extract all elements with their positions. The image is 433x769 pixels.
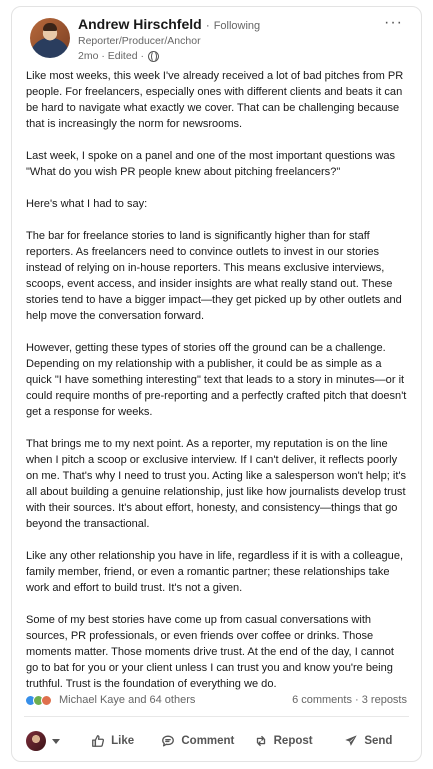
follow-status: Following	[213, 20, 261, 32]
author-meta	[78, 16, 379, 63]
reactors-link[interactable]: Michael Kaye and 64 others	[59, 694, 196, 706]
repost-icon	[254, 734, 268, 748]
post-time-text: 2mo · Edited ·	[78, 50, 144, 62]
like-button[interactable]	[70, 726, 155, 756]
post-body	[26, 68, 409, 692]
author-name[interactable]: Andrew Hirschfeld	[78, 16, 202, 32]
post-time	[78, 49, 379, 63]
comment-icon	[161, 734, 175, 748]
repost-button[interactable]	[241, 726, 326, 756]
post-paragraph: Last week, I spoke on a panel and one of the most important questions was "What do you wish PR people knew about pitching freelancers?"	[26, 150, 396, 178]
author-headline: Reporter/Producer/Anchor	[78, 35, 201, 47]
divider	[24, 716, 409, 717]
globe-icon	[148, 51, 159, 62]
caret-down-icon	[52, 739, 60, 744]
reaction-icons[interactable]	[25, 695, 49, 706]
comment-label: Comment	[181, 735, 235, 747]
post-paragraph: That brings me to my next point. As a reporter, my reputation is on the line when I pitch a scoop or exclusive interview. If I can't deliver, it reflects poorly on me. That's why I need to trust you. Acting like a salesperson won't help; it's all about building a genuine relationship, just like how journalists develop trust with their sources. It's about effort, honesty, and consistency—things that go beyond the transactional.	[26, 438, 407, 530]
send-button[interactable]	[326, 726, 411, 756]
post-paragraph: The bar for freelance stories to land is significantly higher than for staff reporters. As freelancers need to convince outlets to invest in our stories instead of relying on in-house reporters. This means exclusive interviews, scoops, event access, and insider insights are what really stand out. These stories tend to have a bigger impact—they get picked up by other outlets and help move the conversation forward.	[26, 230, 402, 322]
post-paragraph: However, getting these types of stories off the ground can be a challenge. Depending on my relationship with a publisher, it could be as simple as a quick "I have something interesting" text that leads to a story in minutes—or it could require months of pre-reporting and a perfectly crafted pitch that doesn't get a response for weeks.	[26, 342, 407, 418]
send-label: Send	[364, 735, 393, 747]
comment-button[interactable]	[155, 726, 240, 756]
author-avatar[interactable]	[30, 18, 70, 58]
post-paragraph: Like any other relationship you have in life, regardless if it is with a colleague, family member, friend, or even a romantic partner; these relationships take work and effort to build trust. It's not a given.	[26, 550, 404, 594]
separator-dot: ·	[205, 18, 210, 32]
comments-reposts-link[interactable]: 6 comments · 3 reposts	[292, 694, 407, 706]
post-header	[30, 16, 409, 64]
repost-label: Repost	[273, 735, 313, 747]
more-options-icon[interactable]: ···	[384, 14, 403, 31]
post-card	[11, 6, 422, 762]
send-icon	[344, 734, 358, 748]
action-bar	[26, 723, 411, 759]
social-counts	[25, 692, 407, 708]
like-label: Like	[111, 735, 135, 747]
post-paragraph: Some of my best stories have come up from casual conversations with sources, PR professionals, or even friends over coffee or drinks. Those moments matter. Those moments drive trust. At the end of the day, I cannot go to bat for you or your client unless I can trust you and know you're being truthful. Trust is the foundation of everything we do.	[26, 614, 395, 690]
post-paragraph: Like most weeks, this week I've already received a lot of bad pitches from PR people. For freelancers, especially ones with different clients and beats it can be hard to navigate what exactly we cover. That can be challenging because that is increasingly the norm for newsrooms.	[26, 70, 404, 130]
actor-avatar	[26, 731, 46, 751]
love-reaction-icon	[41, 695, 52, 706]
thumbs-up-icon	[91, 734, 105, 748]
actor-switcher[interactable]	[26, 731, 70, 751]
post-paragraph: Here's what I had to say:	[26, 198, 148, 210]
